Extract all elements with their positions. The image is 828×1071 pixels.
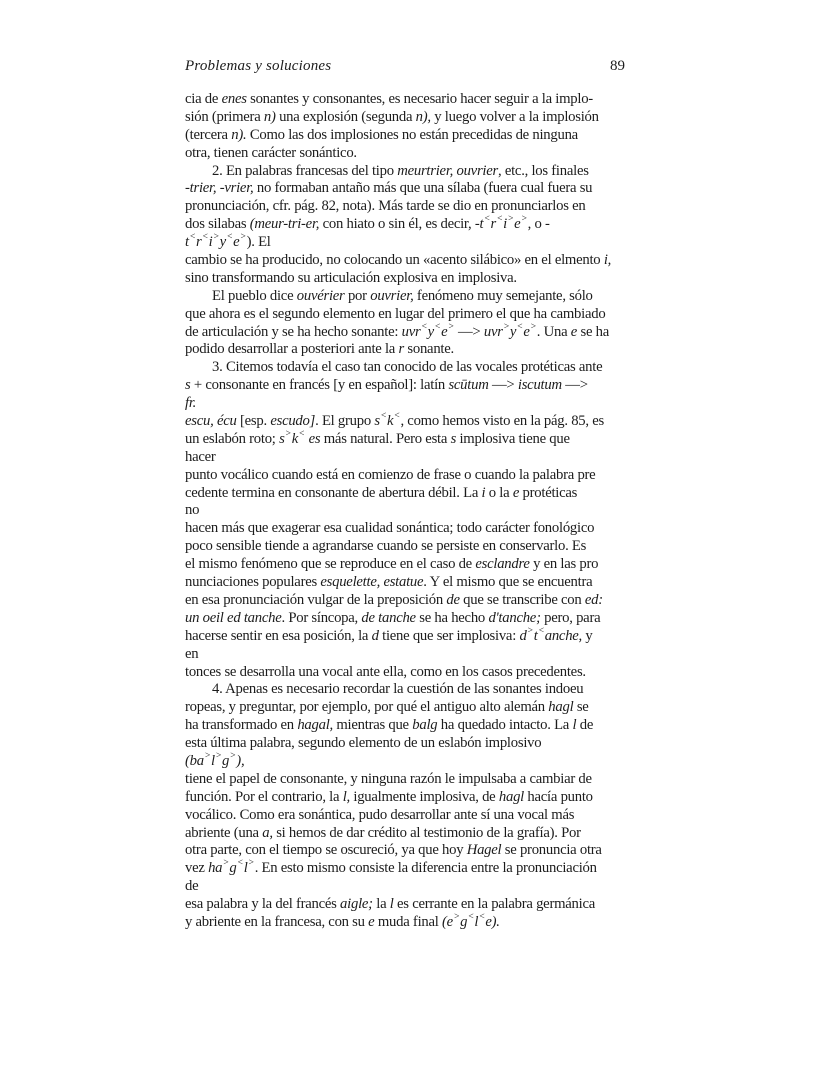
text-line: fr. — [185, 395, 197, 412]
running-head-title: Problemas y soluciones — [185, 58, 332, 74]
text-line: pronunciación, cfr. pág. 82, nota). Más tarde se dio en pronunciarlos en — [185, 198, 586, 215]
text-line: cia de enes sonantes y consonantes, es necesario hacer seguir a la implo- — [185, 91, 593, 107]
text-line: tiene el papel de consonante, y ninguna razón le impulsaba a cambiar de — [185, 770, 592, 787]
text-line: nunciaciones populares esquelette, estatue. Y el mismo que se encuentra — [185, 574, 593, 591]
text-line: dos silabas (meur-tri-er, con hiato o sin él, es decir, -t<r<i>e>, o - — [185, 214, 550, 233]
text-line: de articulación y se ha hecho sonante: uvr<y<e> —> uvr>y<e>. Una e se ha — [185, 321, 610, 340]
text-line: 2. En palabras francesas del tipo meurtrier, ouvrier, etc., los finales — [212, 162, 589, 179]
text-line: cedente termina en consonante de abertura débil. La i o la e protéticas — [185, 484, 578, 501]
text-line: no — [185, 502, 200, 519]
text-line: punto vocálico cuando está en comienzo de frase o cuando la palabra pre — [185, 466, 596, 483]
text-line: El pueblo dice ouvérier por ouvrier, fenómeno muy semejante, sólo — [212, 287, 593, 304]
text-line: y abriente en la francesa, con su e muda final (e>g<l<e). — [185, 912, 500, 930]
text-line: ropeas, y preguntar, por ejemplo, por qué el antiguo alto alemán hagl se — [185, 699, 589, 716]
text-line: (ba>l>g>), — [185, 751, 245, 769]
text-line: vez ha>g<l>. En esto mismo consiste la diferencia entre la pronunciación — [185, 858, 597, 877]
text-line: podido desarrollar a posteriori ante la r sonante. — [185, 341, 454, 358]
text-line: escu, écu [esp. escudo]. El grupo s<k<, como hemos visto en la pág. 85, es — [185, 411, 604, 430]
text-line: en — [185, 645, 199, 662]
text-line: que ahora es el segundo elemento en lugar del primero el que ha cambiado — [185, 305, 606, 322]
text-line: t<r<i>y<e>). El — [185, 232, 271, 251]
page-header — [185, 58, 637, 75]
text-line: poco sensible tiende a agrandarse cuando se persiste en conservarlo. Es — [185, 538, 587, 555]
text-line: de — [185, 878, 199, 895]
text-line: esa palabra y la del francés aigle; la l es cerrante en la palabra germánica — [185, 896, 595, 913]
text-block — [185, 91, 637, 932]
text-line: cambio se ha producido, no colocando un «acento silábico» en el elmento i, — [185, 252, 612, 269]
text-line: hacer — [185, 448, 216, 465]
text-line: hacen más que exagerar esa cualidad sonántica; todo carácter fonológico — [185, 520, 595, 537]
text-line: vocálico. Como era sonántica, pudo desarrollar ante sí una vocal más — [185, 806, 575, 823]
text-line: otra parte, con el tiempo se oscureció, ya que hoy Hagel se pronuncia otra — [185, 842, 602, 859]
page-number: 89 — [610, 58, 625, 74]
text-line: esta última palabra, segundo elemento de un eslabón implosivo — [185, 735, 542, 752]
text-line: (tercera n). Como las dos implosiones no están precedidas de ninguna — [185, 126, 578, 143]
text-line: sión (primera n) una explosión (segunda n), y luego volver a la implosión — [185, 108, 599, 125]
text-line: -trier, -vrier, no formaban antaño más que una sílaba (fuera cual fuera su — [185, 180, 593, 197]
text-line: sino transformando su articulación explosiva en implosiva. — [185, 269, 517, 286]
book-page — [185, 58, 637, 932]
text-line: tonces se desarrolla una vocal ante ella, como en los casos precedentes. — [185, 663, 586, 680]
text-line: s + consonante en francés [y en español]: latín scūtum —> iscutum —> — [185, 377, 588, 394]
text-line: ha transformado en hagal, mientras que balg ha quedado intacto. La l de — [185, 717, 594, 734]
text-line: un eslabón roto; s>k< es más natural. Pero esta s implosiva tiene que — [185, 429, 570, 447]
text-line: el mismo fenómeno que se reproduce en el caso de esclandre y en las pro — [185, 556, 599, 573]
text-line: otra, tienen carácter sonántico. — [185, 144, 357, 161]
text-line: en esa pronunciación vulgar de la preposición de que se transcribe con ed: — [185, 591, 603, 608]
text-line: función. Por el contrario, la l, igualmente implosiva, de hagl hacía punto — [185, 788, 593, 805]
text-line: hacerse sentir en esa posición, la d tiene que ser implosiva: d>t<anche, y — [185, 625, 593, 644]
text-line: abriente (una a, si hemos de dar crédito al testimonio de la grafía). Por — [185, 824, 581, 841]
text-line: un oeil ed tanche. Por síncopa, de tanche se ha hecho d'tanche; pero, para — [185, 609, 601, 626]
text-line: 4. Apenas es necesario recordar la cuestión de las sonantes indoeu — [212, 681, 584, 698]
text-line: 3. Citemos todavía el caso tan conocido de las vocales protéticas ante — [212, 359, 603, 376]
